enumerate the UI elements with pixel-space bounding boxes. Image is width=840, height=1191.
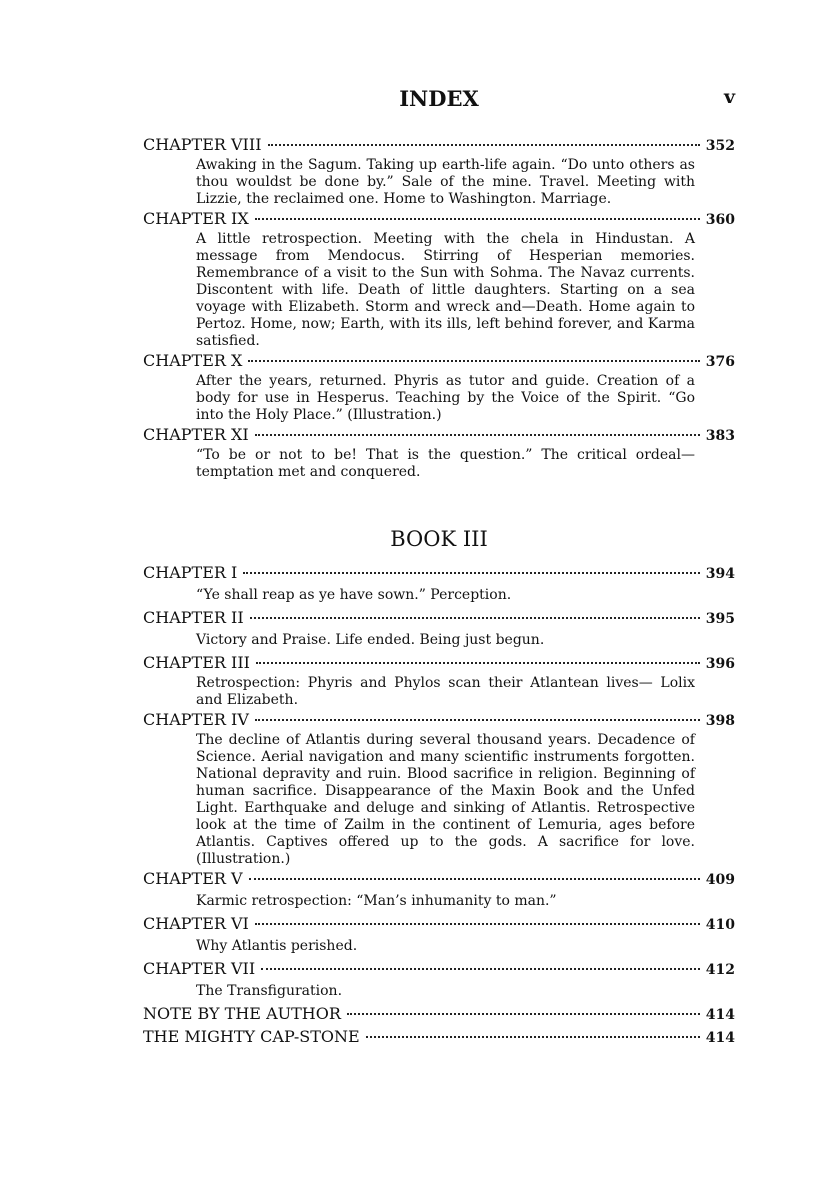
toc-entry-row xyxy=(143,709,735,732)
chapter-page-number: 376 xyxy=(705,354,735,370)
dot-leader xyxy=(347,1013,700,1015)
chapter-page-number: 394 xyxy=(705,566,735,582)
toc-entry-row xyxy=(143,208,735,231)
chapter-title: CHAPTER VII xyxy=(143,959,256,978)
dot-leader xyxy=(256,662,700,664)
chapter-page-number: 409 xyxy=(705,872,735,888)
toc-entry-row xyxy=(143,913,735,936)
book-two-entries xyxy=(143,134,735,481)
chapter-title: CHAPTER IX xyxy=(143,209,249,228)
toc-entry-row xyxy=(143,350,735,373)
dot-leader xyxy=(255,719,700,721)
chapter-summary: The Transfiguration. xyxy=(196,983,343,999)
dot-leader xyxy=(261,968,700,970)
chapter-page-number: 352 xyxy=(705,138,735,154)
toc-entry xyxy=(143,913,735,955)
chapter-summary: Victory and Praise. Life ended. Being just begun. xyxy=(196,632,545,648)
toc-entry xyxy=(143,1003,735,1026)
page-number: v xyxy=(723,86,735,108)
chapter-title: CHAPTER I xyxy=(143,563,238,582)
chapter-summary: “Ye shall reap as ye have sown.” Perception. xyxy=(196,587,512,603)
book-heading: BOOK III xyxy=(390,527,488,551)
chapter-title: CHAPTER IV xyxy=(143,710,249,729)
chapter-page-number: 398 xyxy=(705,713,735,729)
chapter-summary: Retrospection: Phyris and Phylos scan their Atlantean lives— Lolix and Elizabeth. xyxy=(196,675,695,708)
toc-entry-row xyxy=(143,958,735,981)
toc-entry xyxy=(143,607,735,649)
toc-entry-row xyxy=(143,607,735,630)
page-header xyxy=(143,86,735,116)
toc-entry-row xyxy=(143,1026,735,1049)
chapter-page-number: 395 xyxy=(705,611,735,627)
toc-entry xyxy=(143,652,735,709)
toc-entry xyxy=(143,868,735,910)
dot-leader xyxy=(248,360,699,362)
dot-leader xyxy=(249,878,700,880)
chapter-page-number: 396 xyxy=(705,656,735,672)
dot-leader xyxy=(255,923,700,925)
toc-entry xyxy=(143,208,735,350)
dot-leader xyxy=(250,617,700,619)
section-title: THE MIGHTY CAP-STONE xyxy=(143,1027,360,1046)
dot-leader xyxy=(243,572,699,574)
toc-entry xyxy=(143,958,735,1000)
chapter-title: CHAPTER VIII xyxy=(143,135,262,154)
page-title: INDEX xyxy=(399,86,479,111)
toc-entry xyxy=(143,424,735,481)
toc-entry xyxy=(143,1026,735,1049)
book-three-entries xyxy=(143,562,735,1049)
toc-entry-row xyxy=(143,652,735,675)
chapter-summary: After the years, returned. Phyris as tutor and guide. Creation of a body for use in Hesperus. Teaching by the Voice of the Spirit. “Go into the Holy Place.” (Illustration.) xyxy=(196,373,695,423)
chapter-title: CHAPTER VI xyxy=(143,914,249,933)
chapter-page-number: 383 xyxy=(705,428,735,444)
chapter-title: CHAPTER V xyxy=(143,869,243,888)
toc-entry xyxy=(143,562,735,604)
toc-entry xyxy=(143,134,735,208)
dot-leader xyxy=(255,218,700,220)
dot-leader xyxy=(255,434,700,436)
chapter-summary: Karmic retrospection: “Man’s inhumanity to man.” xyxy=(196,893,557,909)
toc-entry xyxy=(143,350,735,424)
chapter-summary: “To be or not to be! That is the question.” The critical ordeal—temptation met and conquered. xyxy=(196,447,695,480)
chapter-title: CHAPTER X xyxy=(143,351,243,370)
dot-leader xyxy=(366,1036,700,1038)
toc-entry xyxy=(143,709,735,868)
chapter-title: CHAPTER II xyxy=(143,608,244,627)
chapter-summary: A little retrospection. Meeting with the chela in Hindustan. A message from Mendocus. Stirring of Hesperian memories. Remembrance of a visit to the Sun with Sohma. The Navaz currents. Discontent with life. Death of little daughters. Starting on a sea voyage with Elizabeth. Storm and wreck and—Death. Home again to Pertoz. Home, now; Earth, with its ills, left behind forever, and Karma satisfied. xyxy=(196,231,695,349)
chapter-page-number: 412 xyxy=(705,962,735,978)
dot-leader xyxy=(268,144,700,146)
chapter-summary: Why Atlantis perished. xyxy=(196,938,358,954)
section-page-number: 414 xyxy=(705,1030,735,1046)
chapter-summary: Awaking in the Sagum. Taking up earth-life again. “Do unto others as thou wouldst be done by.” Sale of the mine. Travel. Meeting with Lizzie, the reclaimed one. Home to Washington. Marriage. xyxy=(196,157,695,207)
toc-entry-row xyxy=(143,562,735,585)
section-page-number: 414 xyxy=(705,1007,735,1023)
toc-entry-row xyxy=(143,134,735,157)
chapter-title: CHAPTER XI xyxy=(143,425,249,444)
toc-entry-row xyxy=(143,424,735,447)
section-title: NOTE BY THE AUTHOR xyxy=(143,1004,341,1023)
toc-entry-row xyxy=(143,868,735,891)
chapter-summary: The decline of Atlantis during several thousand years. Decadence of Science. Aerial navigation and many scientific instruments forgotten. National depravity and ruin. Blood sacrifice in religion. Beginning of human sacrifice. Disappearance of the Maxin Book and the Unfed Light. Earthquake and deluge and sinking of Atlantis. Retrospective look at the time of Zailm in the continent of Lemuria, ages before Atlantis. Captives offered up to the gods. A sacrifice for love. (Illustration.) xyxy=(196,732,695,867)
chapter-page-number: 360 xyxy=(705,212,735,228)
chapter-page-number: 410 xyxy=(705,917,735,933)
toc-entry-row xyxy=(143,1003,735,1026)
chapter-title: CHAPTER III xyxy=(143,653,250,672)
